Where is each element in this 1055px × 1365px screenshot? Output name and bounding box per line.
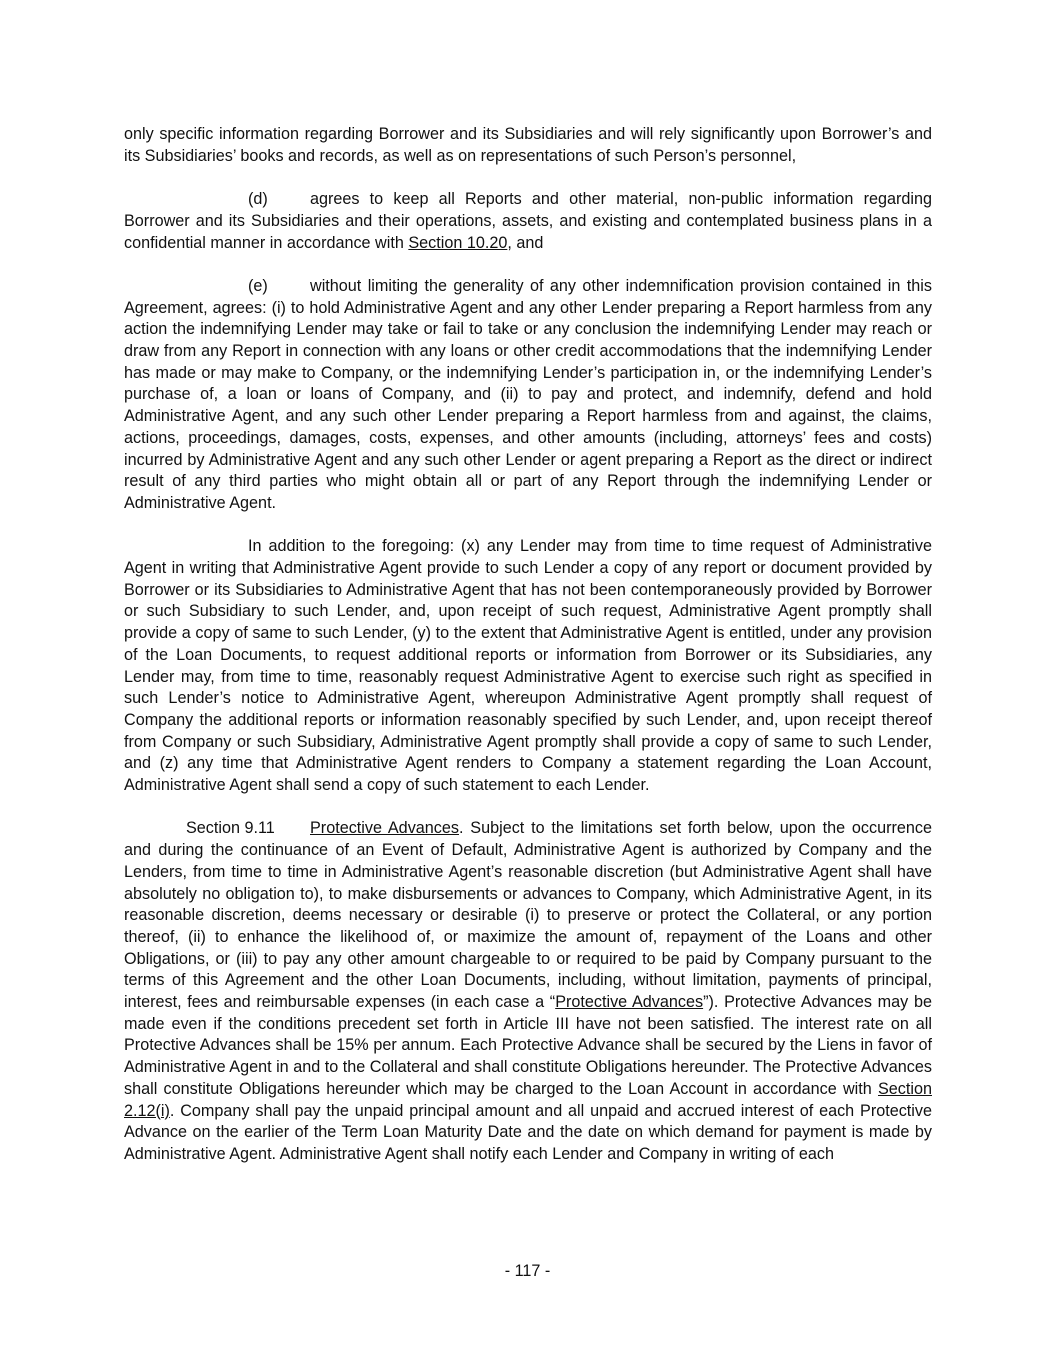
- paragraph-intro-continuation: [124, 124, 932, 167]
- paragraph-d-text-a: agrees to keep all Reports and other material, non-public information regarding Borrower and its Subsidiaries and their operations, assets, and existing and contemplated business plans in a confidential manner in accordance with: [124, 190, 932, 252]
- section-9-11-text-c: . Company shall pay the unpaid principal amount and all unpaid and accrued interest of each Protective Advance on the earlier of the Term Loan Maturity Date and the date on which demand for payment is made by Administrative Agent. Administrative Agent shall notify each Lender and Company in writing of each: [124, 1101, 932, 1163]
- paragraph-in-addition: [124, 536, 932, 796]
- section-2-12-i-reference: Section 2.12(i): [124, 1079, 932, 1120]
- paragraph-d: [124, 189, 932, 254]
- protective-advances-defined-term: Protective Advances: [555, 993, 704, 1012]
- document-body: [124, 124, 932, 1187]
- section-9-11-heading: Protective Advances: [310, 819, 459, 838]
- paragraph-e-label: (e): [248, 276, 268, 295]
- section-9-11: [124, 818, 932, 1165]
- page-number: - 117 -: [504, 1262, 551, 1280]
- paragraph-e: [124, 276, 932, 515]
- paragraph-intro-text: only specific information regarding Borrower and its Subsidiaries and will rely significantly upon Borrower’s and its Subsidiaries’ books and records, as well as on representations of such Person’s personnel,: [124, 125, 932, 165]
- paragraph-d-label: (d): [248, 190, 268, 209]
- section-9-11-text-a: . Subject to the limitations set forth below, upon the occurrence and during the continuance of an Event of Default, Administrative Agent is authorized by Company and the Lenders, from time to time in Administrative Agent’s reasonable discretion (but Administrative Agent shall have absolutely no obligation to), to make disbursements or advances to Company, which Administrative Agent, in its reasonable discretion, deems necessary or desirable (i) to preserve or protect the Collateral, or any portion thereof, (ii) to enhance the likelihood of, or maximize the amount of, repayment of the Loans and other Obligations, or (iii) to pay any other amount chargeable to or required to be paid by Company pursuant to the terms of this Agreement and the other Loan Documents, including, without limitation, payments of principal, interest, fees and reimbursable expenses (in each case a “: [124, 819, 933, 1012]
- section-10-20-reference: Section 10.20: [408, 233, 508, 252]
- paragraph-e-text: without limiting the generality of any other indemnification provision contained in this Agreement, agrees: (i) to hold Administrative Agent and any other Lender preparing a Report harmless from any action the indemnifying Lender may take or fail to take or any conclusion the indemnifying Lender may reach or draw from any Report in connection with any loans or other credit accommodations that the indemnifying Lender has made or may make to Company, or the indemnifying Lender’s participation in, or the indemnifying Lender’s purchase of, a loan or loans of Company, and (ii) to pay and protect, and indemnify, defend and hold Administrative Agent, and any such other Lender preparing a Report harmless from and against, the claims, actions, proceedings, damages, costs, expenses, and other amounts (including, attorneys’ fees and costs) incurred by Administrative Agent and any such other Lender or agent preparing a Report as the direct or indirect result of any third parties who might obtain all or part of any Report through the indemnifying Lender or Administrative Agent.: [124, 276, 932, 512]
- section-9-11-text-b: ”). Protective Advances may be made even if the conditions precedent set forth in Article III have not been satisfied. The interest rate on all Protective Advances shall be 15% per annum. Each Protective Advance shall be secured by the Liens in favor of Administrative Agent in and to the Collateral and shall constitute Obligations hereunder. The Protective Advances shall constitute Obligations hereunder which may be charged to the Loan Account in accordance with: [124, 993, 932, 1098]
- paragraph-d-text-b: , and: [507, 233, 544, 252]
- section-9-11-number: Section 9.11: [186, 819, 275, 838]
- paragraph-in-addition-text: In addition to the foregoing: (x) any Lender may from time to time request of Administrative Agent in writing that Administrative Agent provide to such Lender a copy of any report or document provided by Borrower or its Subsidiaries to Administrative Agent that has not been contemporaneously provided by Borrower or such Subsidiary to such Lender, and, upon receipt of such request, Administrative Agent promptly shall provide a copy of same to such Lender, (y) to the extent that Administrative Agent is entitled, under any provision of the Loan Documents, to request additional reports or information from Borrower or its Subsidiaries, any Lender may, from time to time, reasonably request Administrative Agent to exercise such right as specified in such Lender’s notice to Administrative Agent, whereupon Administrative Agent promptly shall request of Company the additional reports or information reasonably specified by such Lender, and, upon receipt thereof from Company or such Subsidiary, Administrative Agent promptly shall provide a copy of same to such Lender, and (z) any time that Administrative Agent renders to Company a statement regarding the Loan Account, Administrative Agent shall send a copy of such statement to each Lender.: [124, 537, 932, 795]
